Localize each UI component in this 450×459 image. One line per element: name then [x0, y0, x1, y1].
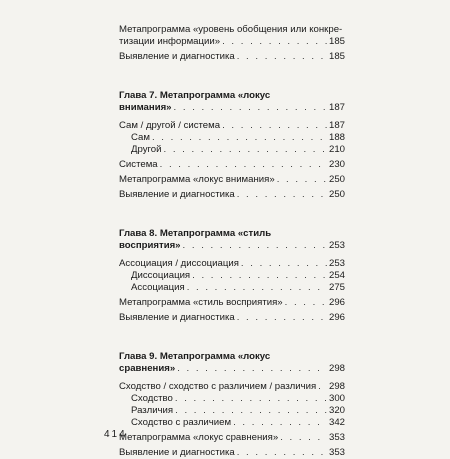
toc-page-number: 275 — [329, 282, 346, 293]
toc-entry — [119, 297, 345, 309]
chapter-title-cont: внимания» — [119, 102, 172, 113]
chapter-heading — [119, 90, 345, 114]
dot-leader — [237, 51, 327, 63]
toc-entry — [119, 174, 345, 186]
toc-entry-label: Ассоциация — [131, 282, 185, 293]
toc-subentry — [119, 405, 345, 417]
dot-leader — [175, 405, 327, 417]
dot-leader — [152, 132, 327, 144]
dot-leader — [318, 381, 327, 393]
dot-leader — [277, 174, 327, 186]
toc-entry-label: Сам / другой / система — [119, 120, 221, 131]
toc-entry-label: Ассоциация / диссоциация — [119, 258, 239, 269]
toc-subentry — [119, 282, 345, 294]
toc-entry-label: Диссоциация — [131, 270, 191, 281]
dot-leader — [233, 417, 327, 429]
toc-page-number: 187 — [329, 102, 346, 113]
toc-entry — [119, 24, 345, 48]
toc-entry-label: Выявление и диагностика — [119, 312, 235, 323]
toc-entry-label: Сходство / сходство с различием / различия — [119, 381, 317, 392]
toc-entry-label: Выявление и диагностика — [119, 189, 235, 200]
chapter-title: Глава 8. Метапрограмма «стиль — [119, 228, 272, 239]
toc-page-number: 230 — [329, 159, 346, 170]
toc-entry-label: Метапрограмма «стиль восприятия» — [119, 297, 283, 308]
dot-leader — [280, 432, 327, 444]
chapter-title: Глава 9. Метапрограмма «локус — [119, 351, 271, 362]
chapter-title-cont: восприятия» — [119, 240, 181, 251]
toc-entry — [119, 189, 345, 201]
dot-leader — [187, 282, 327, 294]
toc-entry-label: Другой — [131, 144, 162, 155]
dot-leader — [237, 189, 327, 201]
toc-subentry — [119, 132, 345, 144]
toc-page-number: 254 — [329, 270, 346, 281]
toc-entry-label: Сам — [131, 132, 150, 143]
toc-page-number: 353 — [329, 432, 346, 443]
toc-entry-label: Система — [119, 159, 158, 170]
dot-leader — [175, 393, 327, 405]
chapter-title-cont: сравнения» — [119, 363, 176, 374]
toc-page-number: 188 — [329, 132, 346, 143]
toc-entry-label: Выявление и диагностика — [119, 447, 235, 458]
toc-page-number: 185 — [329, 51, 346, 62]
toc-entry-label: Метапрограмма «локус сравнения» — [119, 432, 279, 443]
toc-entry — [119, 312, 345, 324]
chapter-heading — [119, 351, 345, 375]
toc-page-number: 185 — [329, 36, 346, 47]
toc-page-number: 296 — [329, 312, 346, 323]
toc-page-number: 298 — [329, 363, 346, 374]
dot-leader — [174, 102, 327, 114]
toc-page-number: 320 — [329, 405, 346, 416]
toc-page-number: 300 — [329, 393, 346, 404]
toc-entry — [119, 51, 345, 63]
toc-entry-label: Метапрограмма «уровень обобщения или конкре- — [119, 24, 343, 35]
chapter-title: Глава 7. Метапрограмма «локус — [119, 90, 271, 101]
table-of-contents — [119, 24, 345, 459]
toc-page-number: 250 — [329, 174, 346, 185]
dot-leader — [160, 159, 327, 171]
toc-entry-label: Выявление и диагностика — [119, 51, 235, 62]
toc-entry-label: Различия — [131, 405, 174, 416]
dot-leader — [241, 258, 327, 270]
dot-leader — [222, 120, 327, 132]
dot-leader — [192, 270, 327, 282]
toc-entry-label: Сходство с различием — [131, 417, 232, 428]
toc-entry-label: Метапрограмма «локус внимания» — [119, 174, 275, 185]
toc-page-number: 353 — [329, 447, 346, 458]
toc-page-number: 253 — [329, 240, 346, 251]
toc-page-number: 298 — [329, 381, 346, 392]
dot-leader — [237, 312, 327, 324]
toc-entry-label: Сходство — [131, 393, 173, 404]
toc-page-number: 187 — [329, 120, 346, 131]
toc-entry — [119, 381, 345, 393]
dot-leader — [183, 240, 327, 252]
toc-subentry — [119, 417, 345, 429]
chapter-heading — [119, 228, 345, 252]
dot-leader — [222, 36, 327, 48]
dot-leader — [164, 144, 327, 156]
toc-subentry — [119, 144, 345, 156]
toc-page-number: 342 — [329, 417, 346, 428]
toc-page-number: 296 — [329, 297, 346, 308]
toc-entry — [119, 447, 345, 459]
toc-entry — [119, 120, 345, 132]
toc-page-number: 250 — [329, 189, 346, 200]
toc-entry-label-cont: тизации информации» — [119, 36, 221, 47]
toc-entry — [119, 432, 345, 444]
dot-leader — [237, 447, 327, 459]
toc-entry — [119, 159, 345, 171]
toc-page-number: 253 — [329, 258, 346, 269]
dot-leader — [177, 363, 327, 375]
toc-entry — [119, 258, 345, 270]
toc-subentry — [119, 270, 345, 282]
toc-page-number: 210 — [329, 144, 346, 155]
toc-subentry — [119, 393, 345, 405]
dot-leader — [285, 297, 327, 309]
page-number: 414 — [104, 429, 127, 440]
